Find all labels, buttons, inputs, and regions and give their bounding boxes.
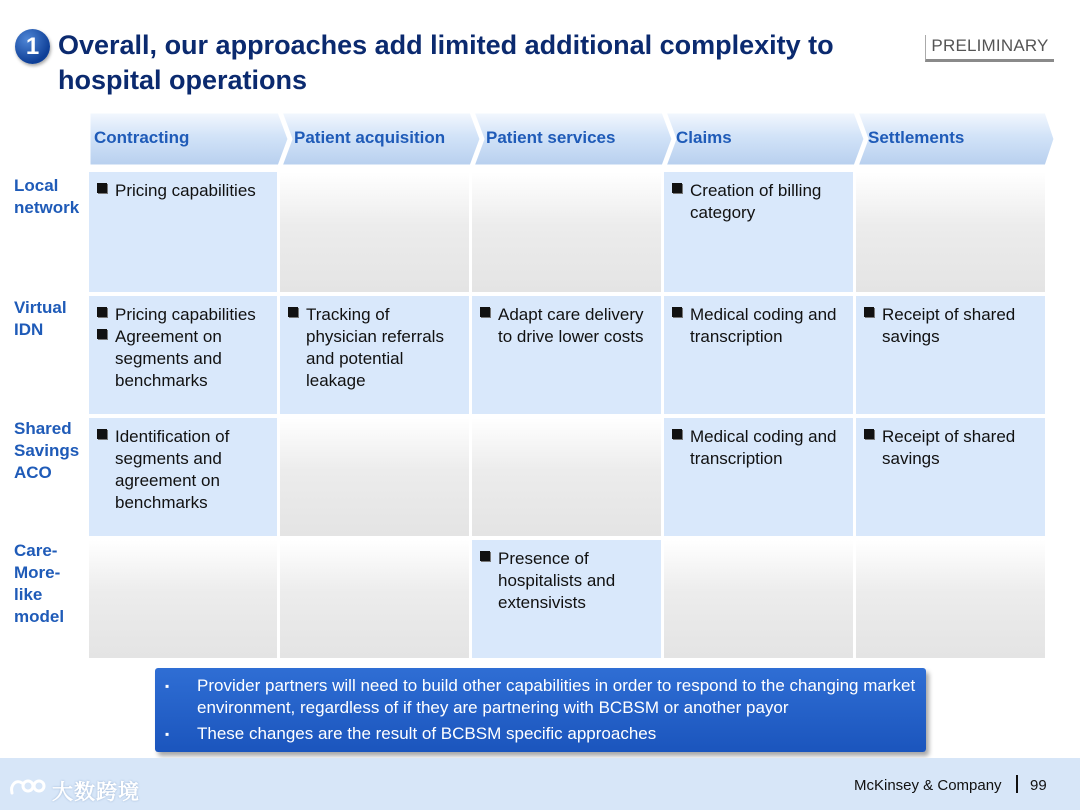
capability-text: Identification of segments and agreement on benchmarks xyxy=(115,427,230,512)
takeaway-text: These changes are the result of BCBSM specific approaches xyxy=(197,724,657,743)
cell-care-more-like-model-claims xyxy=(664,540,853,658)
page-number: 99 xyxy=(1030,777,1047,794)
square-bullet-icon xyxy=(864,429,874,439)
square-bullet-icon xyxy=(672,429,682,439)
square-bullet-icon xyxy=(97,183,107,193)
capability-bullet xyxy=(864,304,1039,348)
watermark-logo-icon xyxy=(8,775,46,799)
bullet-icon: ▪ xyxy=(165,679,170,693)
cell-local-network-patient-acquisition xyxy=(280,172,469,292)
cell-care-more-like-model-settlements xyxy=(856,540,1045,658)
cell-shared-savings-aco-settlements xyxy=(856,418,1045,536)
bullet-icon: ▪ xyxy=(165,727,170,741)
capability-text: Receipt of shared savings xyxy=(882,427,1016,468)
capability-bullet xyxy=(288,304,463,392)
cell-care-more-like-model-patient-services xyxy=(472,540,661,658)
capability-text: Presence of hospitalists and extensivists xyxy=(498,549,616,612)
capability-text: Pricing capabilities xyxy=(115,305,256,324)
step-number-badge: 1 xyxy=(15,29,50,64)
cell-shared-savings-aco-contracting xyxy=(89,418,277,536)
cell-virtual-idn-patient-services xyxy=(472,296,661,414)
capability-bullet xyxy=(672,304,847,348)
cell-virtual-idn-claims xyxy=(664,296,853,414)
cell-shared-savings-aco-claims xyxy=(664,418,853,536)
column-header-claims: Claims xyxy=(676,128,732,147)
takeaway-text: Provider partners will need to build other capabilities in order to respond to the changing market environment, regardless of if they are partnering with BCBSM or another payor xyxy=(197,676,916,717)
cell-shared-savings-aco-patient-services xyxy=(472,418,661,536)
capability-text: Agreement on segments and benchmarks xyxy=(115,327,222,390)
column-header-contracting: Contracting xyxy=(94,128,190,147)
column-header-patient-services: Patient services xyxy=(486,128,616,147)
cell-shared-savings-aco-patient-acquisition xyxy=(280,418,469,536)
row-label-virtual-idn: Virtual IDN xyxy=(14,298,67,339)
capability-bullet xyxy=(672,180,847,224)
row-label-shared-savings-aco: Shared Savings ACO xyxy=(14,419,80,482)
cell-local-network-contracting xyxy=(89,172,277,292)
cell-local-network-settlements xyxy=(856,172,1045,292)
capability-bullet xyxy=(672,426,847,470)
footer-divider xyxy=(1016,775,1018,793)
capability-bullet xyxy=(480,304,655,348)
capability-bullet xyxy=(97,304,271,326)
row-label-local-network: Local network xyxy=(14,176,80,217)
key-takeaways-box xyxy=(155,668,926,752)
column-header-patient-acquisition: Patient acquisition xyxy=(294,128,446,147)
capability-text: Creation of billing category xyxy=(690,181,822,222)
square-bullet-icon xyxy=(97,307,107,317)
slide-title: Overall, our approaches add limited additional complexity to hospital operations xyxy=(58,30,834,95)
preliminary-tag: PRELIMINARY xyxy=(925,35,1054,62)
square-bullet-icon xyxy=(97,329,107,339)
watermark-text: 大数跨境 xyxy=(52,781,140,804)
square-bullet-icon xyxy=(672,183,682,193)
capability-text: Tracking of physician referrals and potential leakage xyxy=(306,305,444,390)
cell-virtual-idn-patient-acquisition xyxy=(280,296,469,414)
square-bullet-icon xyxy=(672,307,682,317)
capability-bullet xyxy=(480,548,655,614)
column-header-settlements: Settlements xyxy=(868,128,965,147)
square-bullet-icon xyxy=(480,551,490,561)
capability-bullet xyxy=(97,326,271,392)
capability-text: Receipt of shared savings xyxy=(882,305,1016,346)
cell-care-more-like-model-patient-acquisition xyxy=(280,540,469,658)
capability-text: Medical coding and transcription xyxy=(690,305,837,346)
square-bullet-icon xyxy=(480,307,490,317)
capability-bullet xyxy=(97,180,271,202)
cell-local-network-patient-services xyxy=(472,172,661,292)
cell-virtual-idn-contracting xyxy=(89,296,277,414)
cell-local-network-claims xyxy=(664,172,853,292)
square-bullet-icon xyxy=(864,307,874,317)
square-bullet-icon xyxy=(97,429,107,439)
square-bullet-icon xyxy=(288,307,298,317)
cell-virtual-idn-settlements xyxy=(856,296,1045,414)
row-label-care-more-like-model: Care-More-like model xyxy=(14,541,65,626)
cell-care-more-like-model-contracting xyxy=(89,540,277,658)
takeaway-item xyxy=(165,723,916,745)
capability-bullet xyxy=(97,426,271,514)
capability-text: Adapt care delivery to drive lower costs xyxy=(498,305,644,346)
takeaway-item xyxy=(165,675,916,719)
company-name: McKinsey & Company xyxy=(854,777,1002,794)
capability-bullet xyxy=(864,426,1039,470)
capability-text: Medical coding and transcription xyxy=(690,427,837,468)
capability-text: Pricing capabilities xyxy=(115,181,256,200)
